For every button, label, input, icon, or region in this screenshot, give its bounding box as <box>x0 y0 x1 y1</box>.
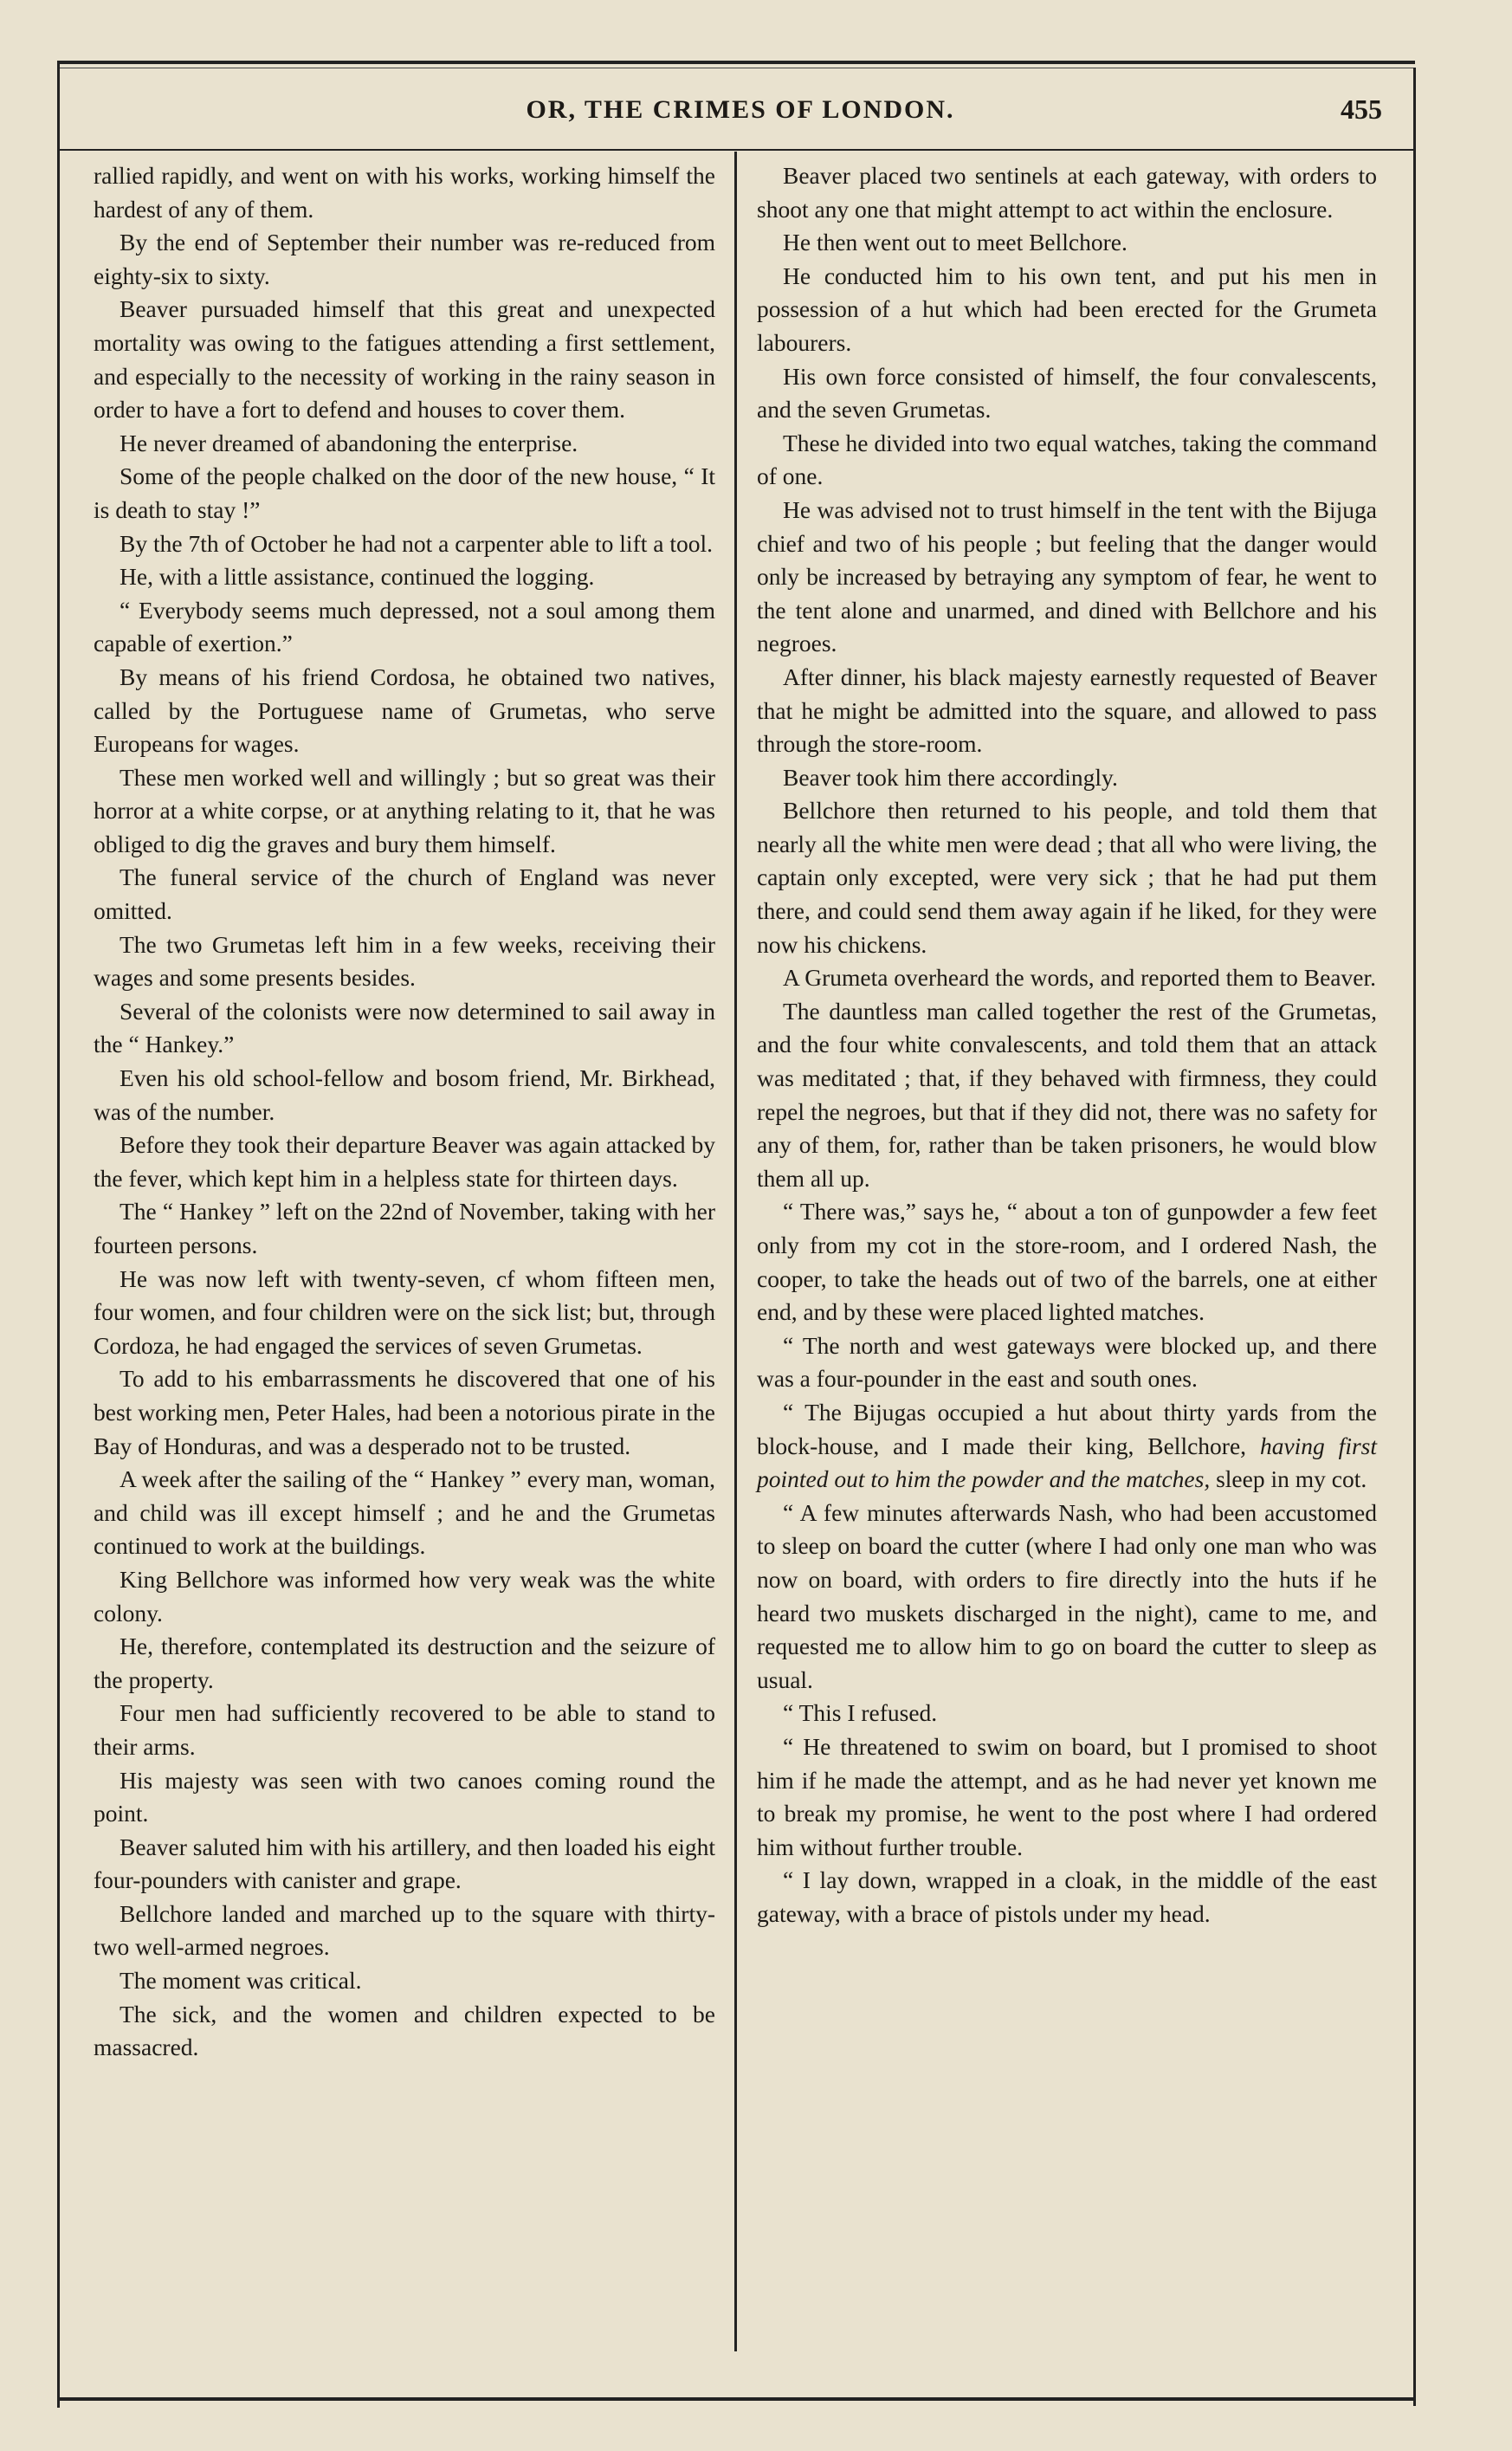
paragraph: “ This I refused. <box>783 1699 938 1727</box>
paragraph: By the 7th of October he had not a carpenter able to lift a tool. <box>120 529 713 557</box>
paragraph: He conducted him to his own tent, and put his men in possession of a hut which had been erected for the Grumeta labourers. <box>757 262 1377 356</box>
paragraph: Bellchore landed and marched up to the square with thirty-two well-armed negroes. <box>94 1899 715 1961</box>
paragraph: The dauntless man called together the rest of the Grumetas, and the four white convalescents, and told them that an attack was meditated ; that, if they behaved with firmness, they could repel the negroes, but that if they did not, there was no safety for any of them, for, rather than be taken prisoners, he would blow them all up. <box>757 997 1377 1192</box>
paragraph: He, with a little assistance, continued the logging. <box>120 563 595 591</box>
paragraph: Even his old school-fellow and bosom friend, Mr. Birkhead, was of the number. <box>94 1064 715 1125</box>
paragraph: Bellchore then returned to his people, and told them that nearly all the white men were dead ; that all who were living, the captain only excepted, were very sick ; that he had put them there, and could send them away again if he liked, for they were now his chickens. <box>757 797 1377 958</box>
paragraph-text: sleep in my cot. <box>1216 1465 1367 1493</box>
paragraph: His own force consisted of himself, the four convalescents, and the seven Grumetas. <box>757 362 1377 424</box>
paragraph: Four men had sufficiently recovered to be able to stand to their arms. <box>94 1699 715 1760</box>
paragraph: The two Grumetas left him in a few weeks, receiving their wages and some presents besides. <box>94 930 715 992</box>
paragraph: The “ Hankey ” left on the 22nd of November, taking with her fourteen persons. <box>94 1198 715 1258</box>
paragraph: He never dreamed of abandoning the enterprise. <box>120 429 578 456</box>
header-rule <box>57 149 1415 151</box>
frame-bottom-rule <box>57 2397 1415 2401</box>
paragraph: Beaver placed two sentinels at each gateway, with orders to shoot any one that might attempt to act within the enclosure. <box>757 162 1377 223</box>
page-header <box>87 88 1394 140</box>
paragraph: By means of his friend Cordosa, he obtained two natives, called by the Portuguese name of Grumetas, who serve Europeans for wages. <box>94 663 715 758</box>
paragraph: Before they took their departure Beaver was again attacked by the fever, which kept him in a helpless state for thirteen days. <box>94 1131 715 1192</box>
paragraph: He, therefore, contemplated its destruction and the seizure of the property. <box>94 1633 715 1693</box>
running-head: OR, THE CRIMES OF LONDON. <box>526 95 955 124</box>
frame-top-rule <box>57 61 1415 64</box>
paragraph: By the end of September their number was re-reduced from eighty-six to sixty. <box>94 229 715 289</box>
paragraph: Some of the people chalked on the door of the new house, “ It is death to stay !” <box>94 462 715 523</box>
paragraph: Beaver took him there accordingly. <box>783 763 1118 791</box>
right-column <box>757 159 1377 1930</box>
paragraph: After dinner, his black majesty earnestly requested of Beaver that he might be admitted into the square, and allowed to pass through the store-room. <box>757 663 1377 758</box>
paragraph: The moment was critical. <box>120 1967 362 1995</box>
paragraph: He then went out to meet Bellchore. <box>783 229 1128 256</box>
paragraph: “ I lay down, wrapped in a cloak, in the middle of the east gateway, with a brace of pistols under my head. <box>757 1866 1377 1927</box>
paragraph: The sick, and the women and children expected to be massacred. <box>94 2000 715 2061</box>
column-rule <box>734 152 737 2351</box>
paragraph: These he divided into two equal watches, taking the command of one. <box>757 429 1377 490</box>
page-number: 455 <box>1341 94 1382 125</box>
paragraph: “ There was,” says he, “ about a ton of gunpowder a few feet only from my cot in the store-room, and I ordered Nash, the cooper, to take the heads out of two of the barrels, one at either end, and by these were placed lighted matches. <box>757 1198 1377 1326</box>
paragraph: “ He threatened to swim on board, but I promised to shoot him if he made the attempt, and as he had never yet known me to break my promise, he went to the post where I had ordered him without further trouble. <box>757 1732 1377 1860</box>
left-column <box>94 159 715 2065</box>
paragraph: To add to his embarrassments he discovered that one of his best working men, Peter Hales, had been a notorious pirate in the Bay of Honduras, and was a desperado not to be trusted. <box>94 1365 715 1459</box>
paragraph: rallied rapidly, and went on with his works, working himself the hardest of any of them. <box>94 162 715 223</box>
paragraph: “ The north and west gateways were blocked up, and there was a four-pounder in the east and south ones. <box>757 1331 1377 1393</box>
paragraph: He was now left with twenty-seven, cf whom fifteen men, four women, and four children were on the sick list; but, through Cordoza, he had engaged the services of seven Grumetas. <box>94 1264 715 1359</box>
frame-right-rule <box>1413 68 1416 2406</box>
paragraph: Beaver pursuaded himself that this great and unexpected mortality was owing to the fatigues attending a first settlement, and especially to the necessity of working in the rainy season in order to have a fort to defend and houses to cover them. <box>94 295 715 424</box>
paragraph: King Bellchore was informed how very weak was the white colony. <box>94 1565 715 1626</box>
paragraph: Beaver saluted him with his artillery, and then loaded his eight four-pounders with canister and grape. <box>94 1833 715 1894</box>
paragraph: These men worked well and willingly ; but so great was their horror at a white corpse, or at anything relating to it, that he was obliged to dig the graves and bury them himself. <box>94 763 715 857</box>
frame-left-rule <box>57 61 60 2408</box>
italic-phrase: having first pointed out to him the powder and the matches, <box>757 1432 1378 1493</box>
paragraph <box>757 1396 1377 1497</box>
paragraph: Several of the colonists were now determined to sail away in the “ Hankey.” <box>94 997 715 1058</box>
paragraph: “ A few minutes afterwards Nash, who had been accustomed to sleep on board the cutter (where I had only one man who was now on board, with orders to fire directly into the huts if he heard two muskets discharged in the night), came to me, and requested me to allow him to go on board the cutter to sleep as usual. <box>757 1498 1377 1693</box>
paragraph: A week after the sailing of the “ Hankey ” every man, woman, and child was ill except himself ; and he and the Grumetas continued to work at the buildings. <box>94 1465 715 1560</box>
paragraph: He was advised not to trust himself in the tent with the Bijuga chief and two of his people ; but feeling that the danger would only be increased by betraying any symptom of fear, he went to the tent alone and unarmed, and dined with Bellchore and his negroes. <box>757 495 1377 657</box>
paragraph-text: “ The Bijugas occupied a hut about thirty yards from the block-house, and I made their king, Bellchore, <box>757 1398 1377 1459</box>
paragraph: The funeral service of the church of England was never omitted. <box>94 863 715 925</box>
paragraph: His majesty was seen with two canoes coming round the point. <box>94 1766 715 1827</box>
paragraph: A Grumeta overheard the words, and reported them to Beaver. <box>783 964 1376 992</box>
paragraph: “ Everybody seems much depressed, not a soul among them capable of exertion.” <box>94 596 715 657</box>
